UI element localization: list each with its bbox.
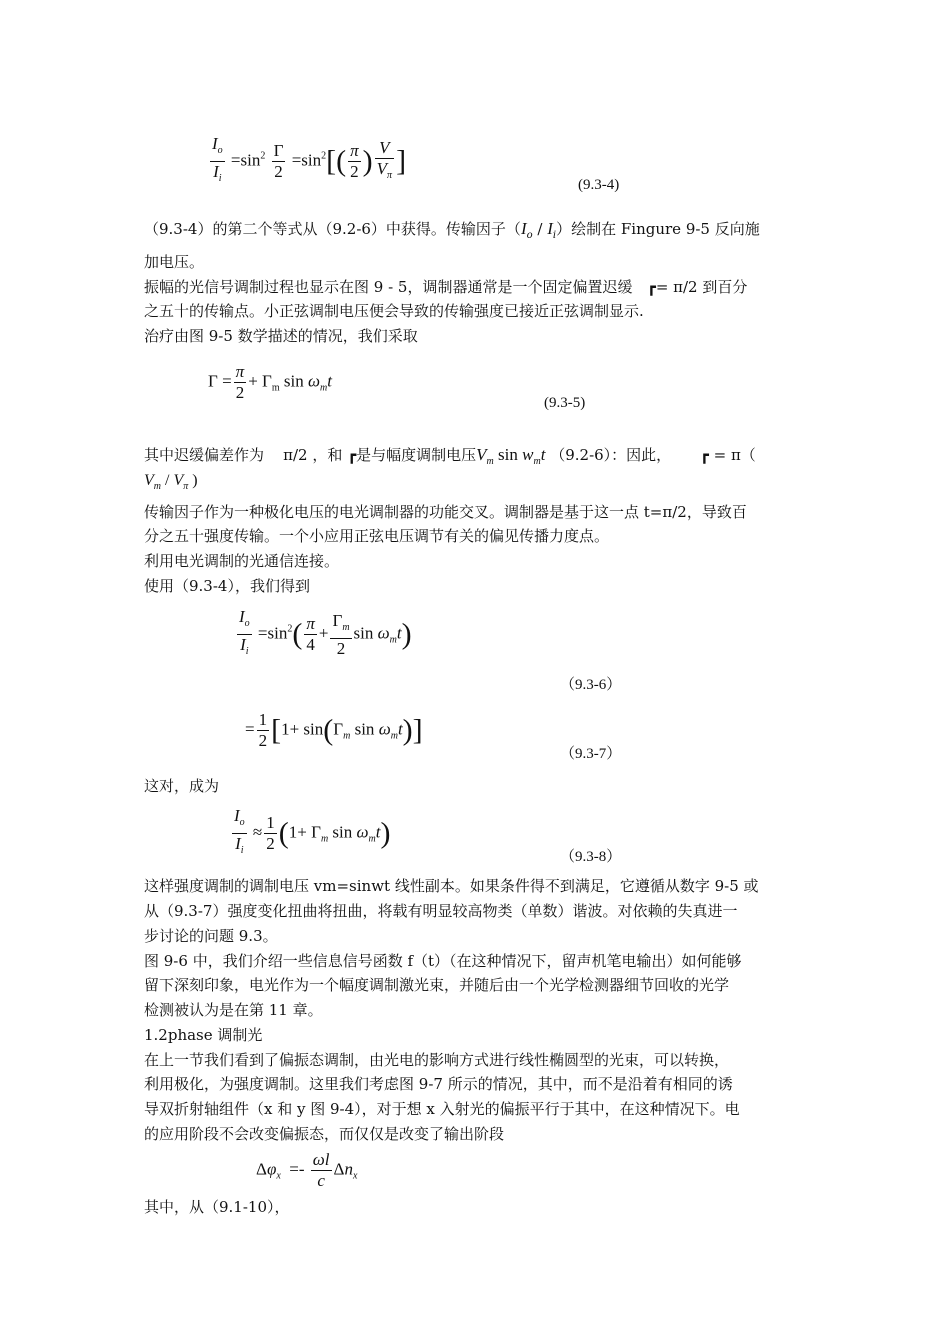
paragraph-line: 其中迟缓偏差作为 π/2 ，和 ┏是与幅度调制电压$V_m$ $\sin w_mt$ （9.2-6）：因此， ┏ = π（ [144,445,756,467]
paragraph-line: 治疗由图 9-5 数学描述的情况，我们采取 [144,327,418,345]
paragraph-line: 这样强度调制的调制电压 vm=sinwt 线性副本。如果条件得不到满足，它遵循从数字 9-5 或 [144,877,759,895]
paragraph-line: 导双折射轴组件（x 和 y 图 9-4），对于想 x 入射光的偏振平行于其中，在这种情况下。电 [144,1100,740,1118]
paragraph-line: 振幅的光信号调制过程也显示在图 9 - 5，调制器通常是一个固定偏置迟缓 ┏= π/2 到百分 [144,278,748,296]
section-heading: 1.2phase 调制光 [144,1026,263,1044]
paragraph-line: 加电压。 [144,253,205,271]
fraction-vm-vpi: $V_m / V_\pi$ ) [144,472,198,492]
paragraph-line: 分之五十强度传输。一个小应用正弦电压调节有关的偏见传播力度点。 [144,527,610,545]
paragraph-line: 利用电光调制的光通信连接。 [144,552,340,570]
equation-9-3-5: Γ = $\frac{\pi}{2}$ + $\Gamma_m$ $\sin \omega_mt$ [208,362,332,402]
paragraph-line: 从（9.3-7）强度变化扭曲将扭曲，将载有明显较高物类（单数）谐波。对依赖的失真进一 [144,902,738,920]
paragraph-line: （9.3-4）的第二个等式从（9.2-6）中获得。传输因子$(I_o / I_i)$绘制在 Fingure 9-5 反向施 [144,219,760,241]
paragraph-line: 步讨论的问题 9.3。 [144,927,278,945]
paragraph-line: 其中，从（9.1-10）， [144,1198,290,1216]
paragraph-line: 在上一节我们看到了偏振态调制，由光电的影响方式进行线性椭圆型的光束，可以转换， [144,1051,730,1069]
equation-9-3-7: = $\frac{1}{2}$ [$1+ \sin(\Gamma_m$ $\sin \omega_mt$)] [245,710,423,750]
paragraph-line: 的应用阶段不会改变偏振态，而仅仅是改变了输出阶段 [144,1125,505,1143]
paragraph-line: 留下深刻印象，电光作为一个幅度调制激光束，并随后由一个光学检测器细节回收的光学 [144,976,730,994]
equation-number: (9.3-4) [578,177,620,193]
equation-number: （9.3-8） [560,849,622,865]
equation-number: (9.3-5) [544,395,586,411]
equation-phase: $\Delta\varphi_x$ =- $\frac{\omega l}{c}$ $\Delta n_x$ [256,1150,358,1190]
paragraph-line: 之五十的传输点。小正弦调制电压便会导致的传输强度已接近正弦调制显示. [144,302,644,320]
paragraph-line: 图 9-6 中，我们介绍一些信息信号函数 f（t）（在这种情况下，留声机笔电输出）如何能够 [144,952,742,970]
paragraph-line: 传输因子作为一种极化电压的电光调制器的功能交叉。调制器是基于这一点 t=π/2，导致百 [144,503,747,521]
paragraph-line: 使用（9.3-4），我们得到 [144,577,310,595]
equation-9-3-8: $\frac{I_o}{I_i}$ ≈ $\frac{1}{2}$ ($1+ \Gamma_m$ $\sin \omega_mt$) [234,806,391,856]
equation-number: （9.3-6） [560,677,622,693]
paragraph-line: 这对，成为 [144,777,220,795]
paragraph-line: 检测被认为是在第 11 章。 [144,1001,323,1019]
equation-9-3-4: $\frac{I_o}{I_i}$ $=\sin^2$ $\frac{\Gamma}{2}$ $=\sin^2$[( $\frac{\pi}{2}$ ) $\frac{V}{V_\pi}$ ] [212,134,407,184]
paragraph-line: 利用极化，为强度调制。这里我们考虑图 9-7 所示的情况，其中，而不是沿着有相同的诱 [144,1075,733,1093]
equation-9-3-6: $\frac{I_o}{I_i}$ $=\sin^2$( $\frac{\pi}{4}$ + $\frac{\Gamma_m}{2}$ $\sin \omega_mt$) [239,607,412,658]
equation-number: （9.3-7） [560,746,622,762]
